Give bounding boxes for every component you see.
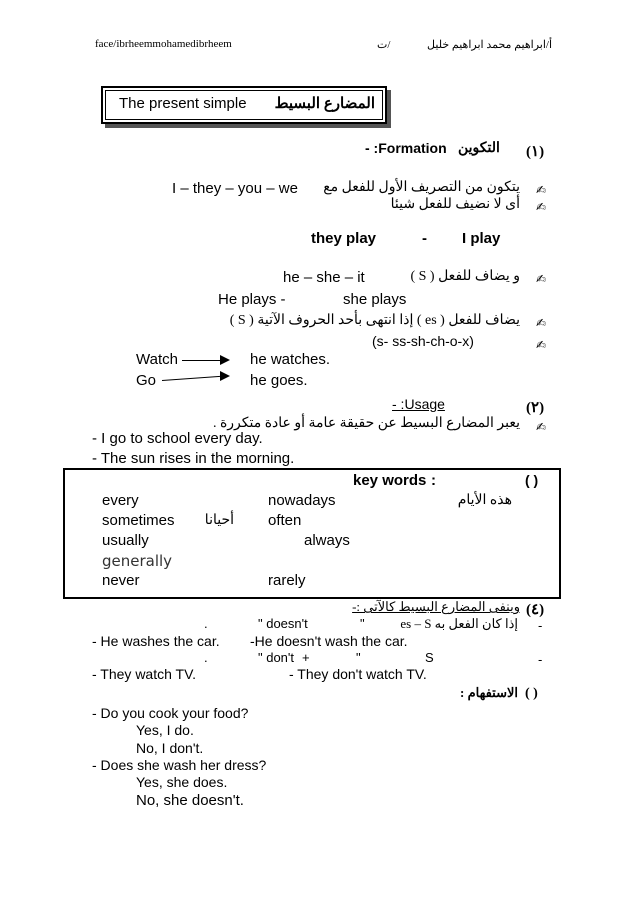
section1-example1-b: I play <box>462 230 501 247</box>
arrow-line <box>182 360 222 361</box>
bullet-icon: ✍ <box>536 316 547 330</box>
section4-rule1-dot: . <box>204 616 208 631</box>
bullet-icon: ✍ <box>536 272 547 286</box>
keywords-paren: ( ) <box>525 472 539 488</box>
section4-number: (٤) <box>526 602 545 618</box>
section5-q1-no: No, I don't. <box>136 740 204 756</box>
section4-rule1-ar: إذا كان الفعل به es – S <box>400 616 518 631</box>
header-left: face/ibrheemmohamedibrheem <box>95 38 232 50</box>
section1-example1-dash: - <box>422 230 427 247</box>
kw-nowadays-ar: هذه الأيام <box>457 493 512 508</box>
kw-usually: usually <box>102 532 149 549</box>
title-arabic: المضارع البسيط <box>274 96 375 112</box>
arrow-line <box>162 376 224 381</box>
kw-sometimes: sometimes <box>102 512 175 529</box>
header-middle: ت/ <box>377 39 391 51</box>
section1-line1-ar: يتكون من التصريف الأول للفعل مع <box>323 180 520 195</box>
section2-number: (٢) <box>526 400 545 416</box>
section4-rule2-quote-close: " <box>356 650 361 665</box>
title-box <box>101 86 387 126</box>
kw-generally: generally <box>102 552 173 570</box>
section2-english: Usage: - <box>392 396 445 412</box>
title-english: The present simple <box>119 95 247 112</box>
bullet-icon: ✍ <box>536 420 547 434</box>
bullet-icon: ✍ <box>536 183 547 197</box>
keywords-title: key words <box>353 472 427 489</box>
section1-line3-ar: و يضاف للفعل ( S ) <box>410 269 520 284</box>
section4-example1: - He washes the car. <box>92 633 220 649</box>
section4-rule2-dash: - <box>538 652 543 667</box>
go-result: he goes. <box>250 372 308 389</box>
section2-line1-ar: يعبر المضارع البسيط عن حقيقة عامة أو عادة متكررة . <box>212 416 520 431</box>
section2-example2: - The sun rises in the morning. <box>92 450 295 467</box>
keywords-colon: : <box>431 472 436 489</box>
kw-often: often <box>268 512 302 529</box>
kw-every: every <box>102 492 139 509</box>
section1-example2-a: He plays - <box>218 291 286 308</box>
section5-number: ( ) <box>525 686 538 701</box>
bullet-icon: ✍ <box>536 338 547 352</box>
kw-nowadays: nowadays <box>268 492 336 509</box>
kw-always: always <box>304 532 350 549</box>
watch-result: he watches. <box>250 351 331 368</box>
section4-heading-ar: وينفى المضارع البسيط كالآتى :- <box>352 599 520 614</box>
section1-line5: (s- ss-sh-ch-o-x) <box>372 333 474 349</box>
section5-q1-yes: Yes, I do. <box>136 722 194 738</box>
section4-rule2-s: S <box>425 650 434 665</box>
section1-line2-ar: أى لا نضيف للفعل شيئا <box>390 197 520 212</box>
arrow-right-icon <box>220 371 230 381</box>
section1-number: (١) <box>526 144 545 160</box>
section1-arabic: التكوين <box>458 141 500 156</box>
kw-sometimes-ar: أحيانا <box>204 513 234 528</box>
header-right: أ/ابراهيم محمد ابراهيم خليل <box>427 39 552 51</box>
section4-rule2-plus: + <box>302 650 310 665</box>
section4-rule1-dash: - <box>538 618 543 633</box>
section4-rule1-quote-close: " <box>360 616 365 631</box>
go-verb: Go <box>136 372 157 389</box>
section1-example1-a: they play <box>311 230 377 247</box>
section1-example2-b: she plays <box>343 291 407 308</box>
section5-q2: - Does she wash her dress? <box>92 757 267 773</box>
section1-english: Formation: - <box>365 140 447 156</box>
section1-line3-en: he – she – it <box>283 269 365 286</box>
section5-q2-no: No, she doesn't. <box>136 792 244 809</box>
section4-example2: - They watch TV. <box>92 666 197 682</box>
section1-line4-ar: يضاف للفعل ( es ) إذا انتهى بأحد الحروف الآتية ( S ) <box>229 313 520 328</box>
section4-rule1-quote-open: " doesn't <box>258 616 308 631</box>
section1-line1-en: I – they – you – we <box>172 180 298 197</box>
section4-rule2-dot: . <box>204 650 208 665</box>
section4-rule2-quote-open: " don't <box>258 650 295 665</box>
section5-q1: - Do you cook your food? <box>92 705 249 721</box>
section5-q2-yes: Yes, she does. <box>136 774 228 790</box>
kw-never: never <box>102 572 140 589</box>
bullet-icon: ✍ <box>536 200 547 214</box>
section5-heading-ar: الاستفهام : <box>460 685 518 700</box>
section4-example1-neg: -He doesn't wash the car. <box>250 633 408 649</box>
section2-example1: - I go to school every day. <box>92 430 263 447</box>
section4-example2-neg: - They don't watch TV. <box>289 666 427 682</box>
arrow-right-icon <box>220 355 230 365</box>
kw-rarely: rarely <box>268 572 306 589</box>
watch-verb: Watch <box>136 351 178 368</box>
